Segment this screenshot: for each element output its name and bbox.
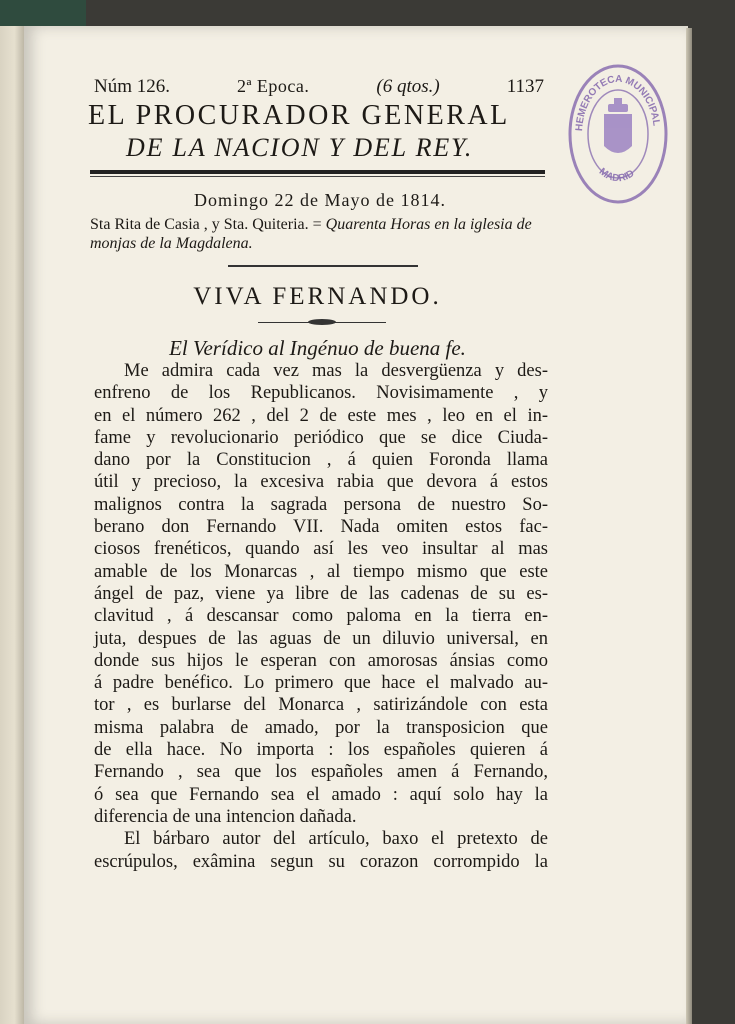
body-line: malignos contra la sagrada persona de nuestro So- (94, 494, 548, 515)
body-line: misma palabra de amado, por la transposicion que (94, 717, 548, 738)
body-line: en el número 262 , del 2 de este mes , leo en el in- (94, 405, 548, 426)
body-line: berano don Fernando VII. Nada omiten estos fac- (94, 517, 548, 538)
library-stamp (564, 60, 672, 208)
body-line: fame y revolucionario periódico que se dice Ciuda- (94, 427, 548, 448)
issue-number: Núm 126. (94, 76, 170, 97)
svg-text:MADRID (597, 166, 637, 184)
left-page-margin (0, 0, 24, 1024)
article-body (94, 360, 548, 873)
issue-qtos: (6 qtos.) (376, 76, 440, 97)
masthead-subtitle: DE LA NACION Y DEL REY. (126, 133, 474, 162)
body-line: á padre benéfico. Lo primero que hace el malvado au- (94, 673, 548, 694)
body-line: tor , es burlarse del Monarca , satirizándole con esta (94, 695, 548, 716)
issue-epoca: 2ª Epoca. (236, 76, 310, 96)
body-line: útil y precioso, la excesiva rabia que devora á estos (94, 472, 548, 493)
body-line: donde sus hijos le esperan con amorosas ánsias como (94, 650, 548, 671)
issue-header (94, 76, 544, 98)
masthead-rule-thin (90, 176, 545, 177)
saints-of-day (90, 215, 545, 253)
body-line: enfreno de los Republicanos. Novisimamente , y (94, 383, 548, 404)
body-line: juta, despues de las aguas de un diluvio universal, en (94, 628, 548, 649)
saints-italic-text: Quarenta Horas en la iglesia de monjas de la Magdalena. (90, 216, 532, 252)
saints-text: Sta Rita de Casia , y Sta. Quiteria. = (90, 216, 326, 233)
body-line: clavitud , á descansar como paloma en la tierra en- (94, 606, 548, 627)
body-line: ángel de paz, viene ya libre de las cadenas de su es- (94, 583, 548, 604)
body-line: escrúpulos, exâmina segun su corazon corrompido la (94, 851, 548, 872)
page-edge (686, 28, 692, 1024)
body-line: Me admira cada vez mas la desvergüenza y des- (124, 361, 548, 381)
stamp-ring-text: HEMEROTECA MUNICIPAL (573, 73, 662, 132)
coat-of-arms-icon (604, 98, 632, 153)
section-title: VIVA FERNANDO. (193, 283, 442, 310)
body-line: El bárbaro autor del artículo, baxo el pretexto de (124, 829, 548, 850)
body-line: diferencia de una intencion dañada. (94, 806, 357, 827)
body-line: amable de los Monarcas , al tiempo mismo que este (94, 561, 548, 582)
body-line: ó sea que Fernando sea el amado : aquí solo hay la (94, 784, 548, 805)
article-title: El Verídico al Ingénuo de buena fe. (169, 336, 466, 360)
page-number: 1137 (506, 76, 544, 97)
masthead-title: EL PROCURADOR GENERAL (88, 100, 510, 131)
dateline: Domingo 22 de Mayo de 1814. (194, 190, 446, 210)
section-divider (228, 265, 418, 267)
body-line: dano por la Constitucion , á quien Foronda llama (94, 450, 548, 471)
background-strip (0, 0, 86, 26)
body-line: ciosos frenéticos, quando así les veo insultar al mas (94, 539, 548, 560)
stamp-bottom-text: MADRID (596, 166, 637, 185)
masthead-rule (90, 170, 545, 174)
ornament-icon (308, 319, 336, 325)
body-line: Fernando , sea que los españoles amen á Fernando, (94, 762, 548, 783)
body-line: de ella hace. No importa : los españoles quieren á (94, 740, 548, 761)
